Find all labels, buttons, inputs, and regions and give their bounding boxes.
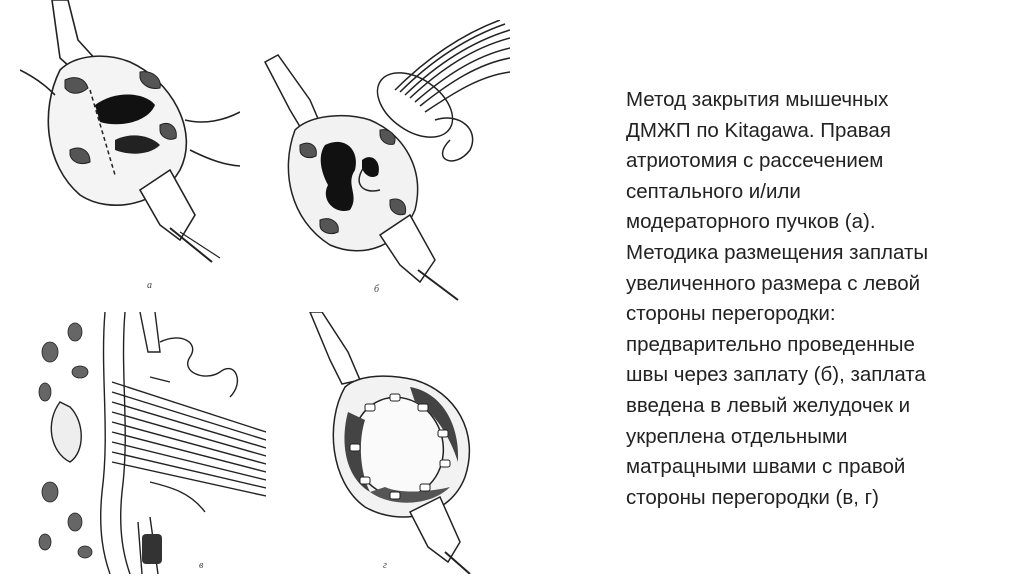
figure-caption <box>626 85 986 513</box>
caption-line: предварительно проведенные <box>626 332 915 356</box>
caption-line: стороны перегородки: <box>626 302 836 326</box>
caption-line: стороны перегородки (в, г) <box>626 485 879 509</box>
illustration-panel-v <box>30 312 266 574</box>
illustration-panel-a <box>20 0 240 292</box>
caption-line: швы через заплату (б), заплата <box>626 363 926 387</box>
panel-label-g: г <box>383 560 387 571</box>
caption-line: ДМЖП по Kitagawa. Правая <box>626 118 891 142</box>
panel-label-a: а <box>147 280 152 291</box>
caption-line: введена в левый желудочек и <box>626 393 911 417</box>
panel-label-v: в <box>199 560 204 571</box>
caption-line: септального и/или <box>626 179 801 203</box>
caption-line: модераторного пучков (а). <box>626 210 876 234</box>
caption-line: Методика размещения заплаты <box>626 240 929 264</box>
caption-line: Метод закрытия мышечных <box>626 88 889 111</box>
panel-label-b: б <box>374 284 380 295</box>
illustration-panel-b <box>250 20 510 310</box>
caption-line: атриотомия с рассечением <box>626 149 884 173</box>
caption-line: увеличенного размера с левой <box>626 271 921 295</box>
caption-line: матрацными швами с правой <box>626 455 906 479</box>
illustration-panel-g <box>290 312 520 574</box>
caption-line: укреплена отдельными <box>626 424 848 448</box>
